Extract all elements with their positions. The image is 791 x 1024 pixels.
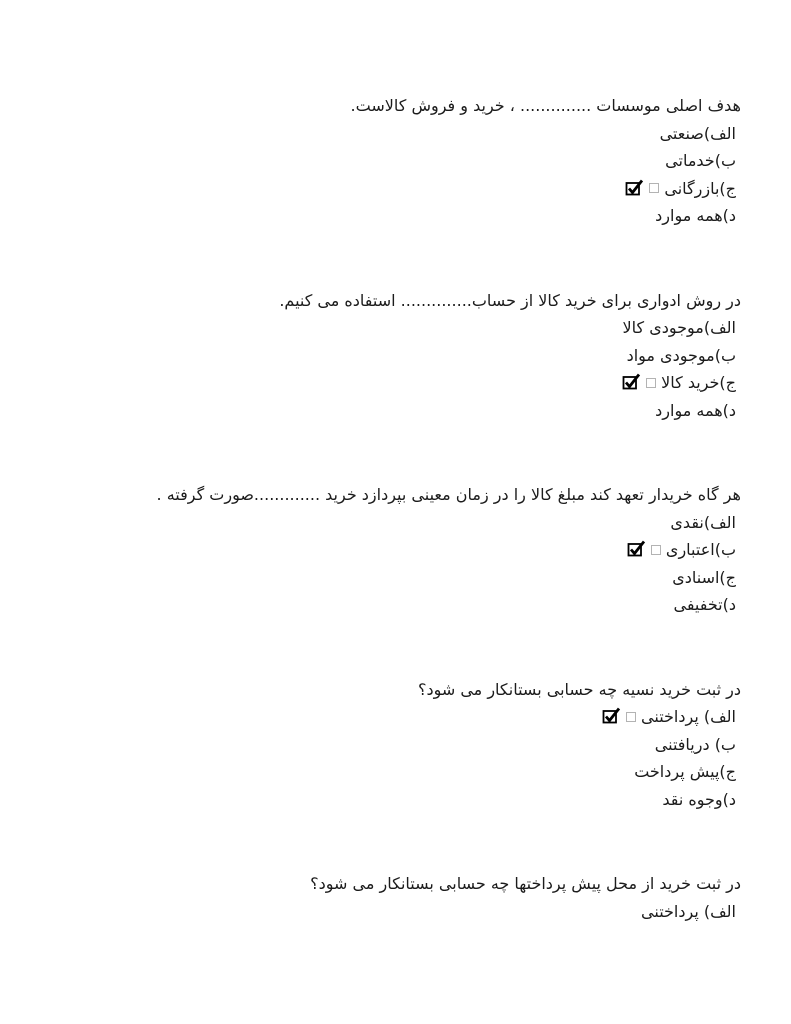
answer-option-label: ج)پیش پرداخت — [634, 762, 736, 781]
question-block-5 — [40, 870, 741, 925]
empty-checkbox-icon[interactable] — [626, 712, 636, 722]
answer-option-label: الف)نقدی — [670, 512, 736, 532]
answer-option-label: الف) پرداختنی — [641, 901, 736, 921]
answer-option-label: ب)موجودی مواد — [626, 345, 736, 365]
answer-option — [40, 731, 741, 759]
question-block-4 — [40, 676, 741, 814]
question-text: در ثبت خرید نسیه چه حسابی بستانکار می شود؟ — [417, 679, 741, 699]
answer-option — [40, 536, 741, 564]
answer-option-label: د)همه موارد — [655, 400, 736, 420]
answer-option-label: ب)خدماتی — [665, 151, 736, 170]
answer-option — [40, 397, 741, 425]
checked-checkbox-icon[interactable] — [627, 540, 646, 557]
question-block-1 — [40, 92, 741, 230]
answer-option-label: د)همه موارد — [655, 206, 736, 225]
answer-option — [40, 703, 741, 731]
answer-option-label: د)تخفیفی — [673, 595, 736, 614]
answer-option-label: ج)اسنادی — [672, 567, 736, 587]
answer-option-label: ج)بازرگانی — [664, 178, 736, 198]
empty-checkbox-icon[interactable] — [651, 545, 661, 555]
question-block-2 — [40, 287, 741, 425]
answer-option — [40, 147, 741, 175]
answer-option — [40, 369, 741, 397]
answer-option-label: ب)اعتباری — [665, 540, 736, 559]
checked-checkbox-icon[interactable] — [622, 373, 641, 390]
question-block-3 — [40, 481, 741, 619]
answer-option — [40, 591, 741, 619]
answer-option-label: ج)خرید کالا — [661, 373, 736, 392]
checked-checkbox-icon[interactable] — [625, 179, 644, 196]
answer-option-label: الف)صنعتی — [659, 123, 736, 143]
question-text: هر گاه خریدار تعهد کند مبلغ کالا را در زمان معینی بپردازد خرید .............صورت گرفته . — [156, 485, 741, 504]
answer-option-label: د)وجوه نقد — [662, 789, 736, 809]
answer-option — [40, 758, 741, 786]
answer-option — [40, 786, 741, 814]
question-text: در روش ادواری برای خرید کالا از حساب.............. استفاده می کنیم. — [279, 290, 741, 310]
question-text: در ثبت خرید از محل پیش پرداختها چه حسابی بستانکار می شود؟ — [310, 874, 741, 893]
answer-option-label: ب) دریافتنی — [654, 734, 736, 754]
answer-option — [40, 202, 741, 230]
answer-option — [40, 564, 741, 592]
question-text: هدف اصلی موسسات .............. ، خرید و فروش کالاست. — [350, 96, 741, 115]
answer-option-label: الف) پرداختنی — [641, 707, 736, 726]
answer-option — [40, 120, 741, 148]
answer-option-label: الف)موجودی کالا — [622, 318, 736, 337]
answer-option — [40, 175, 741, 203]
empty-checkbox-icon[interactable] — [646, 378, 656, 388]
answer-option — [40, 898, 741, 926]
answer-option — [40, 509, 741, 537]
checked-checkbox-icon[interactable] — [602, 707, 621, 724]
answer-option — [40, 314, 741, 342]
answer-option — [40, 342, 741, 370]
empty-checkbox-icon[interactable] — [649, 183, 659, 193]
